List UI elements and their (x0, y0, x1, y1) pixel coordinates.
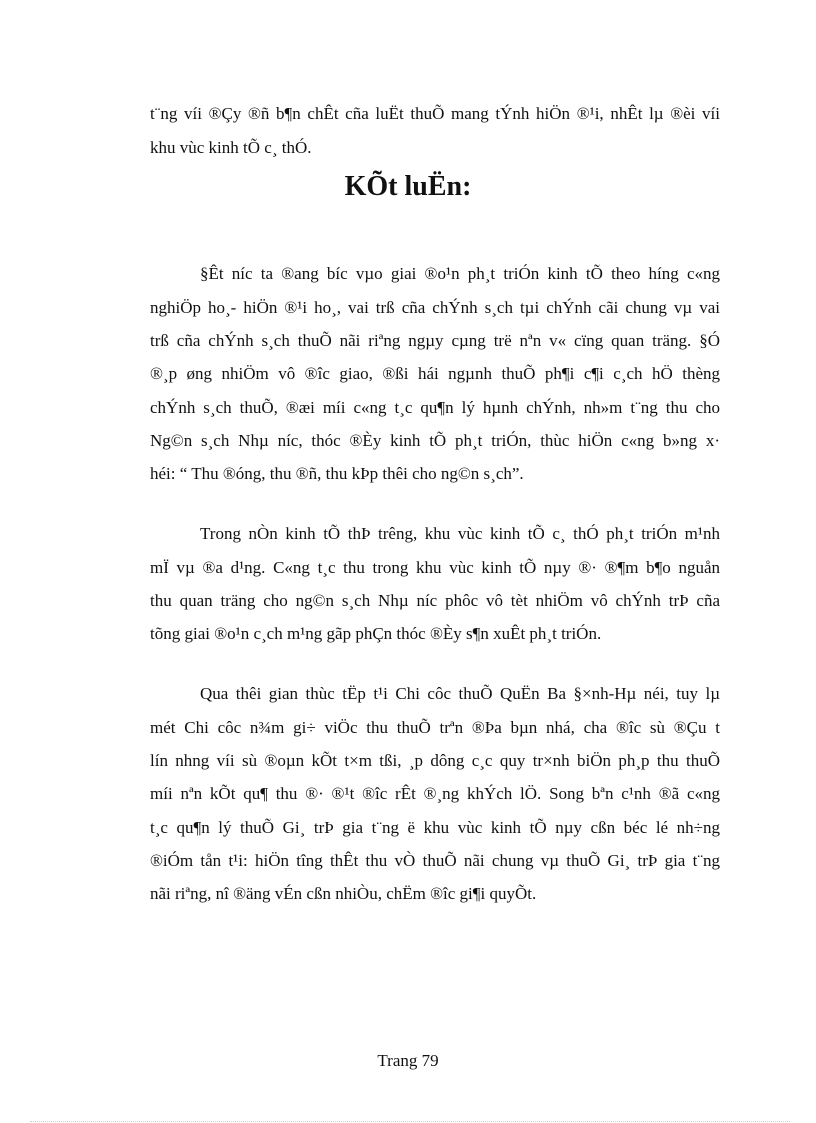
paragraph1-line-1: §Êt níc ta ®ang bíc vµo giai ®o¹n ph¸t triÓn kinh tÕ theo híng c«ng (200, 264, 720, 283)
page-bottom-divider (30, 1121, 790, 1122)
paragraph3-line-3: lín nhng víi sù ®oµn kÕt t×m tßi, ¸p dông c¸c quy tr×nh biÖn ph¸p thu thuÕ (150, 751, 720, 770)
paragraph2-line-4: tõng giai ®o¹n c¸ch m¹ng gãp phÇn thóc ®Èy s¶n xuÊt ph¸t triÓn. (150, 624, 602, 643)
paragraph3-line-4: míi nªn kÕt qu¶ thu ®· ®¹t ®îc rÊt ®¸ng khÝch lÖ. Song bªn c¹nh ®ã c«ng (150, 784, 720, 803)
paragraph1-line-6: Ng©n s¸ch Nhµ níc, thóc ®Èy kinh tÕ ph¸t triÓn, thùc hiÖn c«ng b»ng x· (150, 431, 720, 450)
paragraph2-line-3: thu quan träng cho ng©n s¸ch Nhµ níc phôc vô tèt nhiÖm vô chÝnh trÞ cña (150, 591, 720, 610)
section-heading: KÕt luËn: (344, 171, 472, 202)
paragraph1-line-7: héi: “ Thu ®óng, thu ®ñ, thu kÞp thêi cho ng©n s¸ch”. (150, 464, 524, 483)
paragraph2-line-2: mÏ vµ ®a d¹ng. C«ng t¸c thu trong khu vùc kinh tÕ nµy ®· ®¶m b¶o nguån (150, 558, 720, 577)
paragraph1-line-2: nghiÖp ho¸- hiÖn ®¹i ho¸, vai trß cña chÝnh s¸ch tµi chÝnh cãi chung vµ vai (150, 298, 720, 317)
paragraph1-line-3: trß cña chÝnh s¸ch thuÕ nãi riªng ngµy cµng trë nªn v« cïng quan träng. §Ó (150, 331, 720, 350)
paragraph1-line-5: chÝnh s¸ch thuÕ, ®æi míi c«ng t¸c qu¶n lý hµnh chÝnh, nh»m t¨ng thu cho (150, 398, 720, 417)
intro-line-2: khu vùc kinh tÕ c¸ thÓ. (150, 138, 312, 157)
paragraph3-line-7: nãi riªng, nî ®äng vÉn cßn nhiÒu, chËm ®îc gi¶i quyÕt. (150, 884, 537, 903)
paragraph3-line-2: mét Chi côc n¾m gi÷ viÖc thu thuÕ trªn ®Þa bµn nhá, cha ®îc sù ®Çu t (150, 718, 720, 737)
paragraph2-line-1: Trong nÒn kinh tÕ thÞ trêng, khu vùc kinh tÕ c¸ thÓ ph¸t triÓn m¹nh (200, 524, 720, 543)
paragraph3-line-1: Qua thêi gian thùc tËp t¹i Chi côc thuÕ QuËn Ba §×nh-Hµ néi, tuy lµ (200, 684, 720, 703)
paragraph3-line-6: ®iÓm tån t¹i: hiÖn tîng thÊt thu vÒ thuÕ nãi chung vµ thuÕ Gi¸ trÞ gia t¨ng (150, 851, 720, 870)
intro-line-1: t¨ng víi ®Çy ®ñ b¶n chÊt cña luËt thuÕ mang tÝnh hiÖn ®¹i, nhÊt lµ ®èi víi (150, 104, 720, 123)
paragraph3-line-5: t¸c qu¶n lý thuÕ Gi¸ trÞ gia t¨ng ë khu vùc kinh tÕ nµy cßn béc lé nh÷ng (150, 818, 720, 837)
paragraph1-line-4: ®¸p øng nhiÖm vô ®îc giao, ®ßi hái ngµnh thuÕ ph¶i c¶i c¸ch hÖ thèng (150, 364, 720, 383)
page-number: Trang 79 (377, 1051, 439, 1070)
